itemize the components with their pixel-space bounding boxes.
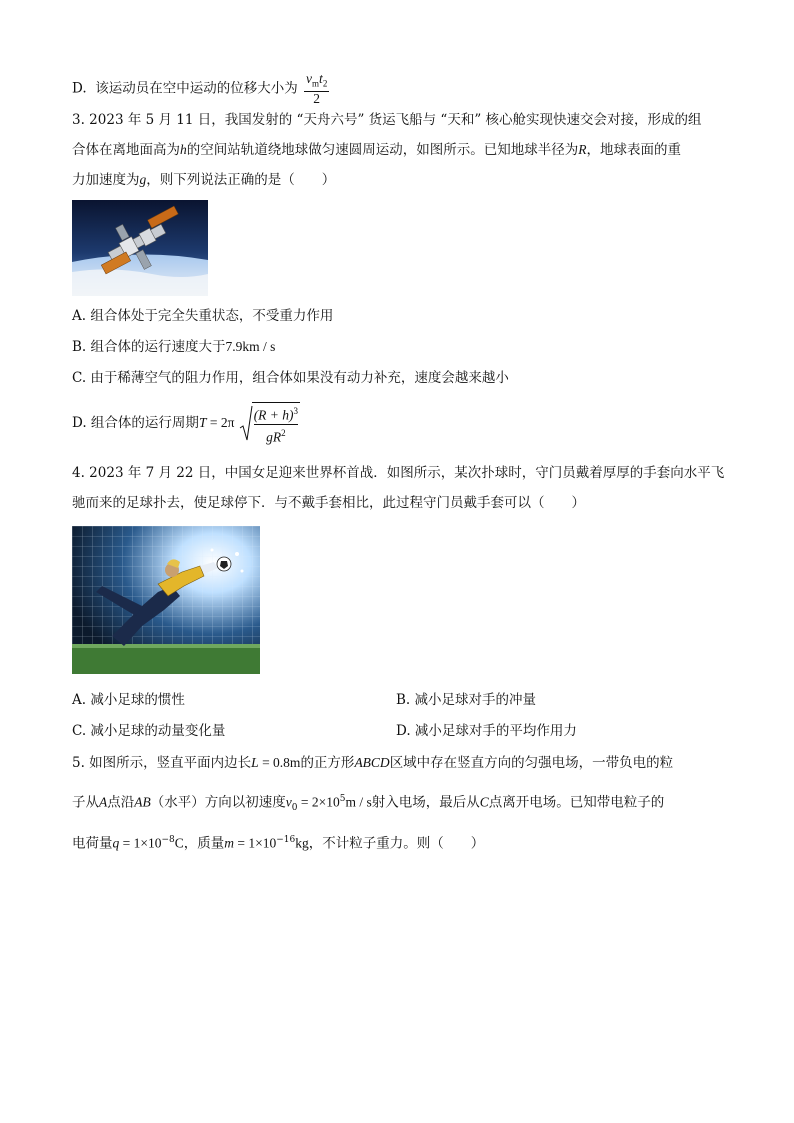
q2-option-d-fraction: $\frac{v_mt_2}{2}$ <box>306 71 328 106</box>
q3-option-b: B. 组合体的运行速度大于7.9km / s <box>72 339 276 355</box>
goalkeeper-illustration <box>72 526 260 674</box>
space-station-image <box>72 200 208 296</box>
q5-stem-line3: 电荷量$q = 1\times 10^{-8}C$，质量$m = 1\times 10^{-16}kg$，不计粒子重力。则（ ） <box>72 835 485 852</box>
q2-option-d <box>72 72 329 106</box>
goalkeeper-image <box>72 526 260 674</box>
space-station-illustration <box>72 200 208 296</box>
q3-stem-line1: 3. 2023 年 5 月 11 日，我国发射的 “天舟六号” 货运飞船与 “天和” 核心舱实现快速交会对接，形成的组 <box>72 112 702 128</box>
q2-option-d-text: 该运动员在空中运动的位移大小为 <box>95 80 298 97</box>
q3-option-d-sqrt: $\frac{(R + h)^3}{gR^2}$ <box>239 402 300 445</box>
q3-option-d: D. 组合体的运行周期T = 2π $\frac{(R + h)^3}{gR^2}$ <box>72 402 300 445</box>
q4-option-a: A. 减小足球的惯性 <box>72 692 185 708</box>
q4-option-b: B. 减小足球对手的冲量 <box>396 692 537 708</box>
q3-stem-line3: 力加速度为g，则下列说法正确的是（ ） <box>72 172 336 188</box>
sqrt-sign-icon <box>239 404 253 444</box>
q4-stem-line2: 驰而来的足球扑去，使足球停下．与不戴手套相比，此过程守门员戴手套可以（ ） <box>72 495 585 511</box>
q3-stem-line2: 合体在离地面高为h的空间站轨道绕地球做匀速圆周运动，如图所示。已知地球半径为R，地球表面的重 <box>72 142 681 158</box>
q4-option-d: D. 减小足球对手的平均作用力 <box>396 723 577 739</box>
q2-option-d-label: D. <box>72 80 87 97</box>
q5-stem-line2: 子从A点沿AB（水平）方向以初速度$v_0 = 2\times 10^5m / s$射入电场，最后从C点离开电场。已知带电粒子的 <box>72 794 665 814</box>
q5-stem-line1: 5. 如图所示，竖直平面内边长L = 0.8m的正方形ABCD区域中存在竖直方向的匀强电场，一带负电的粒 <box>72 755 674 771</box>
q3-option-a: A. 组合体处于完全失重状态，不受重力作用 <box>72 308 334 324</box>
q4-option-c: C. 减小足球的动量变化量 <box>72 723 226 739</box>
q4-stem-line1: 4. 2023 年 7 月 22 日，中国女足迎来世界杯首战．如图所示，某次扑球时，守门员戴着厚厚的手套向水平飞 <box>72 465 725 481</box>
q3-option-c: C. 由于稀薄空气的阻力作用，组合体如果没有动力补充，速度会越来越小 <box>72 370 509 386</box>
